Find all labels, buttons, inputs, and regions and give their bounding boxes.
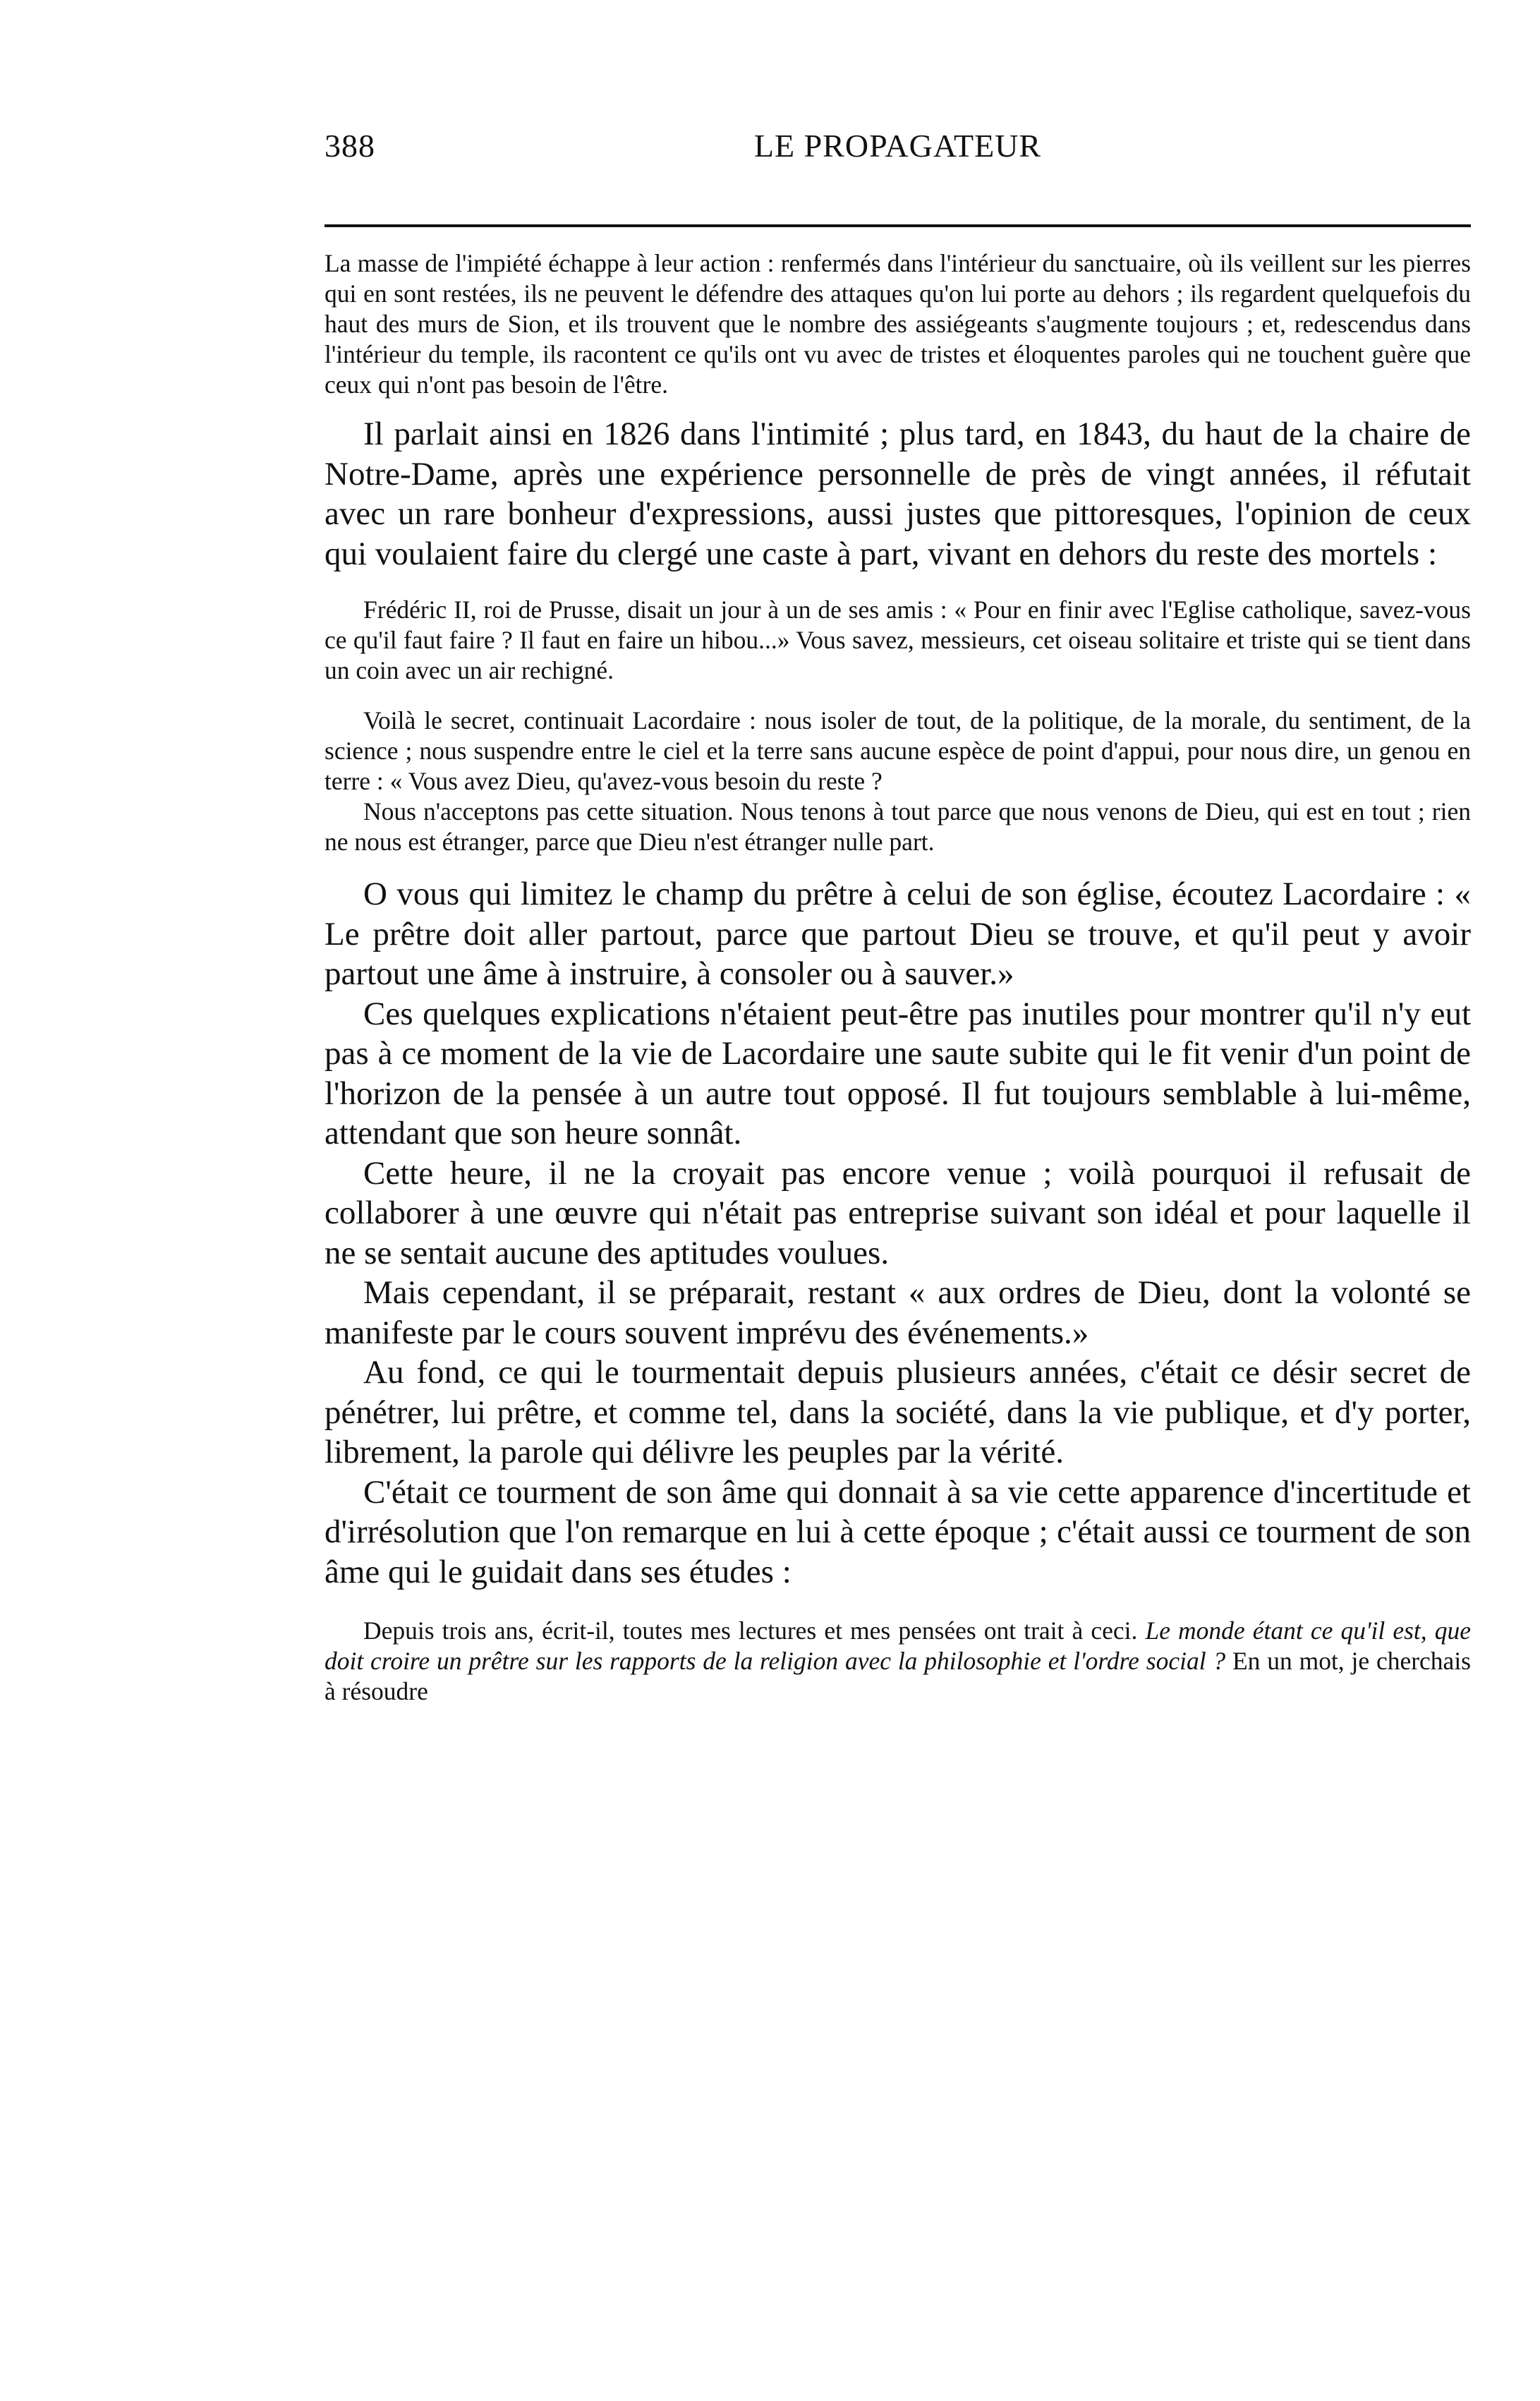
block-quote: Nous n'acceptons pas cette situation. Nous tenons à tout parce que nous venons de Dieu, qui est en tout ; rien ne nous est étranger, parce que Dieu n'est étranger nulle part. xyxy=(325,797,1471,856)
quote-italic-text: Le monde étant ce qu'il est, que doit croire un prêtre sur les rapports de la religion avec la philosophie et l'ordre social ? xyxy=(325,1616,1471,1675)
block-quote: La masse de l'impiété échappe à leur action : renfermés dans l'intérieur du sanctuaire, où ils veillent sur les pierres qui en sont restées, ils ne peuvent le défendre des attaques qu'on lui porte au dehors ; ils regardent quelquefois du haut des murs de Sion, et ils trouvent que le nombre des assiégeants s'augmente toujours ; et, redescendus dans l'intérieur du temple, ils racontent ce qu'ils ont vu avec de tristes et éloquentes paroles qui ne touchent guère que ceux qui n'ont pas besoin de l'être. xyxy=(325,249,1471,399)
running-title: LE PROPAGATEUR xyxy=(753,128,1042,164)
body-paragraph: C'était ce tourment de son âme qui donnait à sa vie cette apparence d'incertitude et d'irrésolution que l'on remarque en lui à cette époque ; c'était aussi ce tourment de son âme qui le guidait dans ses études : xyxy=(325,1473,1471,1590)
quote-text: En un mot, je cherchais à résoudre xyxy=(325,1647,1471,1705)
quote-text: Depuis trois ans, écrit-il, toutes mes lectures et mes pensées ont trait à ceci. xyxy=(363,1616,1146,1645)
header-rule xyxy=(325,224,1471,227)
body-paragraph: Au fond, ce qui le tourmentait depuis plusieurs années, c'était ce désir secret de pénétrer, lui prêtre, et comme tel, dans la société, dans la vie publique, et d'y porter, librement, la parole qui délivre les peuples par la vérité. xyxy=(325,1354,1471,1470)
body-paragraph: Cette heure, il ne la croyait pas encore venue ; voilà pourquoi il refusait de collaborer à une œuvre qui n'était pas entreprise suivant son idéal et pour laquelle il ne se sentait aucune des aptitudes voulues. xyxy=(325,1154,1471,1271)
block-quote: Voilà le secret, continuait Lacordaire : nous isoler de tout, de la politique, de la morale, du sentiment, de la science ; nous suspendre entre le ciel et la terre sans aucune espèce de point d'appui, pour nous dire, un genou en terre : « Vous avez Dieu, qu'avez-vous besoin du reste ? xyxy=(325,706,1471,795)
body-paragraph: Mais cependant, il se préparait, restant « aux ordres de Dieu, dont la volonté se manifeste par le cours souvent imprévu des événements.» xyxy=(325,1274,1471,1351)
block-quote xyxy=(325,1616,1471,1707)
page-number: 388 xyxy=(325,128,375,164)
body-paragraph: O vous qui limitez le champ du prêtre à celui de son église, écoutez Lacordaire : « Le prêtre doit aller partout, parce que partout Dieu se trouve, et qu'il peut y avoir partout une âme à instruire, à consoler ou à sauver.» xyxy=(325,876,1471,992)
running-head xyxy=(325,127,1471,183)
body-paragraph: Ces quelques explications n'étaient peut-être pas inutiles pour montrer qu'il n'y eut pas à ce moment de la vie de Lacordaire une saute subite qui le fit venir d'un point de l'horizon de la pensée à un autre tout opposé. Il fut toujours semblable à lui-même, attendant que son heure sonnât. xyxy=(325,995,1471,1151)
book-page xyxy=(325,127,1471,1707)
body-paragraph: Il parlait ainsi en 1826 dans l'intimité ; plus tard, en 1843, du haut de la chaire de Notre-Dame, après une expérience personnelle de près de vingt années, il réfutait avec un rare bonheur d'expressions, aussi justes que pittoresques, l'opinion de ceux qui voulaient faire du clergé une caste à part, vivant en dehors du reste des mortels : xyxy=(325,416,1471,572)
block-quote: Frédéric II, roi de Prusse, disait un jour à un de ses amis : « Pour en finir avec l'Eglise catholique, savez-vous ce qu'il faut faire ? Il faut en faire un hibou...» Vous savez, messieurs, cet oiseau solitaire et triste qui se tient dans un coin avec un air rechigné. xyxy=(325,595,1471,684)
